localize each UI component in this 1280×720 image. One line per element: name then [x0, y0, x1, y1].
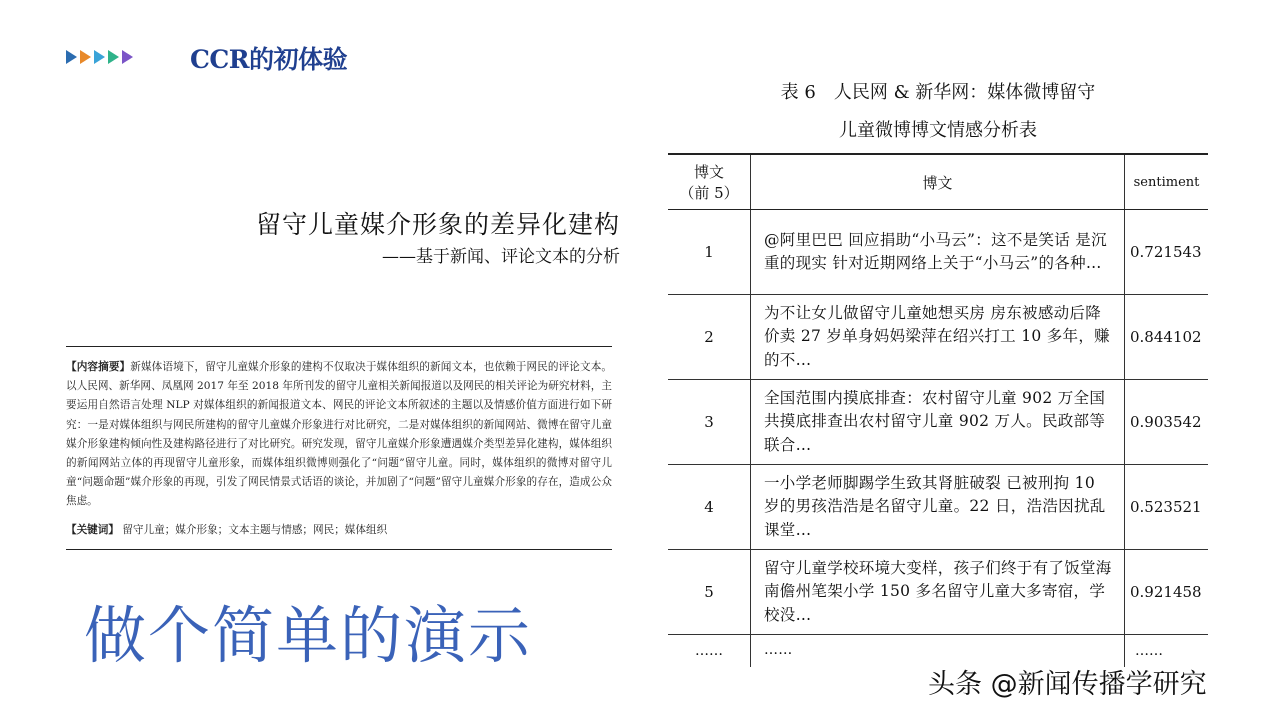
header-rank-line1: 博文	[693, 163, 724, 181]
row-rank: 5	[668, 550, 751, 635]
table-row	[668, 550, 1208, 635]
abstract-bottom-rule	[66, 549, 612, 550]
row-sentiment: 0.921458	[1125, 550, 1209, 635]
keywords-text: 留守儿童；媒介形象；文本主题与情感；网民；媒体组织	[122, 524, 388, 536]
paper-subtitle: ——基于新闻、评论文本的分析	[382, 247, 620, 267]
paper-abstract	[66, 358, 612, 512]
header-rank	[668, 154, 751, 210]
arrow-icon	[80, 50, 91, 64]
arrow-icon	[66, 50, 77, 64]
keywords-label: 【关键词】	[66, 524, 119, 536]
abstract-label: 【内容摘要】	[66, 361, 131, 373]
row-text: 为不让女儿做留守儿童她想买房 房东被感动后降价卖 27 岁单身妈妈梁萍在绍兴打工 10 多年，赚的不…	[751, 295, 1125, 380]
slide-title: CCR的初体验	[190, 45, 348, 74]
arrow-icon	[94, 50, 105, 64]
ellipsis-cell: ……	[1135, 643, 1163, 659]
decorative-arrows	[66, 50, 133, 64]
header-sentiment: sentiment	[1125, 154, 1209, 210]
table-header-row	[668, 154, 1208, 210]
row-sentiment: 0.721543	[1125, 210, 1209, 295]
paper-keywords	[66, 522, 612, 537]
row-rank: 1	[668, 210, 751, 295]
row-text: 留守儿童学校环境大变样，孩子们终于有了饭堂海南儋州笔架小学 150 多名留守儿童大多寄宿，学校没…	[751, 550, 1125, 635]
table-caption-line2: 儿童微博博文情感分析表	[839, 120, 1037, 141]
row-text: 全国范围内摸底排查：农村留守儿童 902 万全国共摸底排查出农村留守儿童 902 万人。民政部等联合…	[751, 380, 1125, 465]
abstract-text: 新媒体语境下，留守儿童媒介形象的建构不仅取决于媒体组织的新闻文本，也依赖于网民的评论文本。以人民网、新华网、凤凰网 2017 年至 2018 年所刊发的留守儿童相关新闻报道以及网民的相关评论为研究材料，主要运用自然语言处理 NLP 对媒体组织的新闻报道文本、网民的评论文本所叙述的主题以及情感价值方面进行如下研究：一是对媒体组织与网民所建构的留守儿童媒介形象进行对比研究，二是对媒体组织的新闻网站、微博在留守儿童媒介形象建构倾向性及建构路径进行了对比研究。研究发现，留守儿童媒介形象遭遇媒介类型差异化建构，媒体组织的新闻网站立体的再现留守儿童形象，而媒体组织微博则强化了“问题”留守儿童。同时，媒体组织的微博对留守儿童“问题命题”媒介形象的再现，引发了网民情景式话语的谈论，并加剧了“问题”留守儿童媒介形象的存在，造成公众焦虑。	[66, 361, 612, 508]
row-sentiment: 0.903542	[1125, 380, 1209, 465]
sentiment-table	[668, 153, 1208, 667]
table-caption-line1: 表 6 人民网 & 新华网：媒体微博留守	[780, 82, 1096, 103]
table-row	[668, 465, 1208, 550]
demo-caption: 做个简单的演示	[84, 599, 533, 672]
row-sentiment: 0.844102	[1125, 295, 1209, 380]
ellipsis-cell: ……	[751, 635, 1125, 668]
row-rank: 3	[668, 380, 751, 465]
header-text: 博文	[751, 154, 1125, 210]
table-row	[668, 210, 1208, 295]
table-row	[668, 380, 1208, 465]
table-row	[668, 295, 1208, 380]
source-watermark: 头条 @新闻传播学研究	[928, 669, 1207, 700]
ellipsis-cell: ……	[668, 635, 751, 668]
row-rank: 2	[668, 295, 751, 380]
row-sentiment: 0.523521	[1125, 465, 1209, 550]
paper-title: 留守儿童媒介形象的差异化建构	[255, 210, 620, 239]
arrow-icon	[122, 50, 133, 64]
arrow-icon	[108, 50, 119, 64]
row-text: 一小学老师脚踢学生致其肾脏破裂 已被刑拘 10 岁的男孩浩浩是名留守儿童。22 日，浩浩因扰乱课堂…	[751, 465, 1125, 550]
row-text: @阿里巴巴 回应捐助“小马云”：这不是笑话 是沉重的现实 针对近期网络上关于“小马云”的各种…	[751, 210, 1125, 295]
abstract-top-rule	[66, 346, 612, 347]
row-rank: 4	[668, 465, 751, 550]
header-rank-line2: （前 5）	[679, 184, 739, 202]
